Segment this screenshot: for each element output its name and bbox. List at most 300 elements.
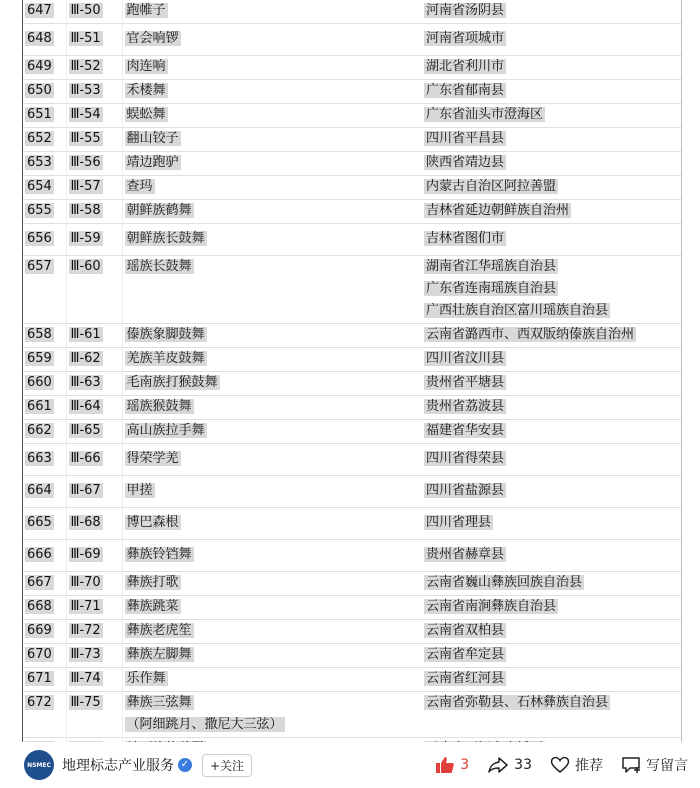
row-code-cell-text: Ⅲ-55 (70, 131, 101, 146)
row-number-cell (23, 420, 66, 444)
item-name-cell (122, 104, 422, 128)
row-code-cell-text: Ⅲ-54 (70, 107, 101, 122)
table-row (23, 56, 681, 80)
like-button[interactable] (435, 756, 469, 774)
item-name-cell-line (125, 482, 423, 500)
item-name-cell-text: 彝族铃铛舞 (126, 547, 192, 562)
item-name-cell (122, 80, 422, 104)
row-code-cell (66, 396, 122, 420)
region-cell-text: 吉林省图们市 (426, 231, 505, 246)
row-code-cell (66, 668, 122, 692)
item-name-cell-line (125, 326, 423, 344)
item-name-cell-line (125, 178, 423, 196)
region-cell-text: 广东省汕头市澄海区 (426, 107, 544, 122)
table-row (23, 620, 681, 644)
recommend-label: 推荐 (575, 758, 603, 774)
item-name-cell (122, 224, 422, 256)
row-number-cell (23, 152, 66, 176)
item-name-cell-text: 翻山铰子 (126, 131, 179, 146)
row-code-cell-text: Ⅲ-51 (70, 31, 101, 46)
row-number-cell-text: 649 (27, 59, 52, 74)
item-name-cell-line (125, 30, 423, 48)
item-name-cell-text: 彝族跳菜 (126, 599, 179, 614)
row-number-cell-text: 663 (27, 451, 52, 466)
row-number-cell-text: 672 (27, 695, 52, 710)
region-cell-line (424, 514, 681, 532)
table-row (23, 396, 681, 420)
row-number-cell-text: 648 (27, 31, 52, 46)
recommend-button[interactable] (550, 755, 603, 775)
item-name-cell-text: 瑶族猴鼓舞 (126, 399, 192, 414)
row-code-cell-text: Ⅲ-50 (70, 3, 101, 18)
account-name[interactable]: 地理标志产业服务 (62, 758, 174, 774)
heart-icon (550, 756, 570, 774)
row-number-cell-text: 658 (27, 327, 52, 342)
region-cell (422, 644, 681, 668)
row-number-cell-text: 668 (27, 599, 52, 614)
item-name-cell (122, 572, 422, 596)
item-name-cell (122, 668, 422, 692)
region-cell (422, 24, 681, 56)
row-code-cell (66, 128, 122, 152)
region-cell (422, 200, 681, 224)
row-number-cell-text: 651 (27, 107, 52, 122)
region-cell-text: 河南省项城市 (426, 31, 505, 46)
row-number-cell-text: 659 (27, 351, 52, 366)
item-name-cell-line (125, 694, 423, 712)
region-cell-line (424, 374, 681, 392)
row-code-cell (66, 104, 122, 128)
region-cell-line (424, 30, 681, 48)
row-code-cell (66, 324, 122, 348)
item-name-cell-text: 甲搓 (126, 483, 153, 498)
item-name-cell-line (125, 374, 423, 392)
region-cell-line (424, 646, 681, 664)
region-cell (422, 0, 681, 24)
region-cell-line (424, 258, 681, 276)
item-name-cell (122, 324, 422, 348)
region-cell-line (424, 280, 681, 298)
table-row (23, 444, 681, 476)
item-name-cell (122, 644, 422, 668)
region-cell-text: 云南省红河县 (426, 671, 505, 686)
like-count: 3 (460, 757, 470, 773)
item-name-cell-text: 乐作舞 (126, 671, 166, 686)
table-row (23, 372, 681, 396)
item-name-cell (122, 256, 422, 324)
row-number-cell (23, 128, 66, 152)
row-number-cell-text: 657 (27, 259, 52, 274)
row-code-cell-text: Ⅲ-58 (70, 203, 101, 218)
table-row (23, 324, 681, 348)
row-number-cell-text: 671 (27, 671, 52, 686)
row-code-cell-text: Ⅲ-72 (70, 623, 101, 638)
row-code-cell (66, 256, 122, 324)
heritage-table-container (22, 0, 682, 742)
region-cell-line (424, 82, 681, 100)
row-code-cell-text: Ⅲ-73 (70, 647, 101, 662)
row-number-cell (23, 596, 66, 620)
region-cell-line (424, 482, 681, 500)
row-number-cell-text: 662 (27, 423, 52, 438)
region-cell (422, 540, 681, 572)
item-name-cell-text: 蜈蚣舞 (126, 107, 166, 122)
region-cell (422, 420, 681, 444)
row-number-cell-text: 669 (27, 623, 52, 638)
item-name-cell-text: 得荣学羌 (126, 451, 179, 466)
row-number-cell (23, 620, 66, 644)
item-name-cell-text: 官会响锣 (126, 31, 179, 46)
comment-label: 写留言 (646, 758, 688, 774)
item-name-cell-line (125, 514, 423, 532)
table-row (23, 692, 681, 738)
item-name-cell-line (125, 398, 423, 416)
comment-icon (621, 756, 641, 774)
item-name-cell (122, 508, 422, 540)
region-cell (422, 692, 681, 738)
region-cell-line (424, 398, 681, 416)
row-number-cell (23, 644, 66, 668)
item-name-cell (122, 152, 422, 176)
item-name-cell (122, 444, 422, 476)
table-row (23, 644, 681, 668)
item-name-cell-line (125, 230, 423, 248)
region-cell-line (424, 154, 681, 172)
region-cell-text: 福建省华安县 (426, 423, 505, 438)
row-code-cell (66, 348, 122, 372)
row-code-cell-text: Ⅲ-52 (70, 59, 101, 74)
region-cell-text: 四川省盐源县 (426, 483, 505, 498)
item-name-cell (122, 200, 422, 224)
row-number-cell (23, 0, 66, 24)
region-cell-text: 河南省汤阴县 (426, 3, 505, 18)
heritage-list-table (23, 0, 681, 742)
row-number-cell-text: 660 (27, 375, 52, 390)
item-name-cell-line (125, 106, 423, 124)
table-row (23, 176, 681, 200)
row-code-cell-text: Ⅲ-57 (70, 179, 101, 194)
article-footer-bar (0, 742, 700, 788)
item-name-cell-text: 朝鲜族长鼓舞 (126, 231, 205, 246)
row-code-cell (66, 644, 122, 668)
item-name-cell (122, 372, 422, 396)
row-number-cell (23, 668, 66, 692)
share-button[interactable] (487, 756, 532, 774)
item-name-cell-text: 彝族左脚舞 (126, 647, 192, 662)
region-cell (422, 324, 681, 348)
row-number-cell (23, 104, 66, 128)
row-code-cell (66, 596, 122, 620)
region-cell (422, 508, 681, 540)
row-code-cell-text: Ⅲ-74 (70, 671, 101, 686)
row-number-cell-text: 667 (27, 575, 52, 590)
table-row (23, 152, 681, 176)
item-name-cell-text: 瑶族长鼓舞 (126, 259, 192, 274)
item-name-cell-text: 彝族打歌 (126, 575, 179, 590)
item-name-cell-text: 博巴森根 (126, 515, 179, 530)
follow-button[interactable]: +关注 (202, 754, 252, 777)
row-number-cell-text: 652 (27, 131, 52, 146)
row-number-cell-text: 670 (27, 647, 52, 662)
region-cell-line (424, 106, 681, 124)
row-code-cell-text: Ⅲ-68 (70, 515, 101, 530)
region-cell-text: 吉林省延边朝鲜族自治州 (426, 203, 570, 218)
table-row (23, 572, 681, 596)
region-cell-line (424, 326, 681, 344)
region-cell-line (424, 350, 681, 368)
row-code-cell (66, 572, 122, 596)
row-code-cell (66, 372, 122, 396)
row-code-cell-text: Ⅲ-65 (70, 423, 101, 438)
row-number-cell (23, 176, 66, 200)
region-cell (422, 476, 681, 508)
item-name-cell (122, 596, 422, 620)
item-name-cell-line (125, 82, 423, 100)
row-code-cell (66, 620, 122, 644)
row-number-cell (23, 692, 66, 738)
item-name-cell-text: 傣族象脚鼓舞 (126, 327, 205, 342)
row-code-cell (66, 176, 122, 200)
region-cell-text: 云南省双柏县 (426, 623, 505, 638)
row-number-cell-text: 666 (27, 547, 52, 562)
table-row (23, 348, 681, 372)
region-cell-text: 云南省南涧彝族自治县 (426, 599, 557, 614)
region-cell-text: 云南省牟定县 (426, 647, 505, 662)
region-cell-text: 四川省理县 (426, 515, 492, 530)
row-code-cell (66, 540, 122, 572)
item-name-cell-text: 查玛 (126, 179, 153, 194)
row-number-cell-text: 654 (27, 179, 52, 194)
row-code-cell-text: Ⅲ-71 (70, 599, 101, 614)
table-body (23, 0, 681, 742)
item-name-cell-line (125, 130, 423, 148)
region-cell (422, 572, 681, 596)
region-cell-line (424, 2, 681, 20)
item-name-cell-text: 朝鲜族鹤舞 (126, 203, 192, 218)
region-cell (422, 444, 681, 476)
table-row (23, 0, 681, 24)
row-number-cell-text: 647 (27, 3, 52, 18)
item-name-cell (122, 56, 422, 80)
item-name-cell-line (125, 58, 423, 76)
table-row (23, 24, 681, 56)
region-cell-line (424, 574, 681, 592)
row-code-cell-text: Ⅲ-64 (70, 399, 101, 414)
region-cell-line (424, 598, 681, 616)
region-cell (422, 128, 681, 152)
row-number-cell (23, 444, 66, 476)
item-name-cell (122, 348, 422, 372)
avatar[interactable]: NSMEC (24, 750, 54, 780)
row-number-cell-text: 661 (27, 399, 52, 414)
row-number-cell-text: 655 (27, 203, 52, 218)
item-name-cell-text: 肉连响 (126, 59, 166, 74)
table-row (23, 104, 681, 128)
row-code-cell (66, 56, 122, 80)
region-cell-line (424, 622, 681, 640)
row-code-cell-text: Ⅲ-66 (70, 451, 101, 466)
region-cell-line (424, 694, 681, 712)
table-row (23, 80, 681, 104)
row-number-cell-text: 653 (27, 155, 52, 170)
region-cell-line (424, 202, 681, 220)
region-cell-text: 陕西省靖边县 (426, 155, 505, 170)
row-number-cell (23, 396, 66, 420)
table-row (23, 508, 681, 540)
table-row (23, 256, 681, 324)
region-cell-line (424, 450, 681, 468)
row-code-cell-text: Ⅲ-63 (70, 375, 101, 390)
item-name-cell-line (125, 258, 423, 276)
item-name-cell-line (125, 598, 423, 616)
region-cell (422, 176, 681, 200)
row-code-cell-text: Ⅲ-67 (70, 483, 101, 498)
table-row (23, 128, 681, 152)
row-number-cell (23, 508, 66, 540)
row-code-cell (66, 80, 122, 104)
item-name-cell-text: 羌族羊皮鼓舞 (126, 351, 205, 366)
row-code-cell (66, 692, 122, 738)
region-cell-line (424, 670, 681, 688)
table-row (23, 224, 681, 256)
item-name-cell-line (125, 646, 423, 664)
item-name-cell (122, 420, 422, 444)
region-cell-text: 广西壮族自治区富川瑶族自治县 (426, 303, 609, 318)
row-number-cell (23, 56, 66, 80)
region-cell (422, 80, 681, 104)
region-cell (422, 372, 681, 396)
item-name-cell-text: 彝族三弦舞 (126, 695, 192, 710)
row-number-cell (23, 256, 66, 324)
region-cell (422, 396, 681, 420)
item-name-cell (122, 396, 422, 420)
region-cell-line (424, 302, 681, 320)
row-number-cell (23, 224, 66, 256)
region-cell-line (424, 230, 681, 248)
region-cell-text: 广东省连南瑶族自治县 (426, 281, 557, 296)
item-name-cell-text: 高山族拉手舞 (126, 423, 205, 438)
row-code-cell (66, 476, 122, 508)
item-name-cell-line (125, 450, 423, 468)
region-cell-line (424, 422, 681, 440)
region-cell (422, 224, 681, 256)
region-cell-text: 四川省得荣县 (426, 451, 505, 466)
share-count: 33 (514, 757, 532, 773)
region-cell-line (424, 178, 681, 196)
item-name-cell-line (125, 546, 423, 564)
item-name-cell (122, 176, 422, 200)
item-name-cell (122, 24, 422, 56)
row-number-cell-text: 656 (27, 231, 52, 246)
region-cell (422, 56, 681, 80)
item-name-cell-line (125, 574, 423, 592)
region-cell (422, 620, 681, 644)
region-cell-text: 云南省巍山彝族回族自治县 (426, 575, 583, 590)
item-name-cell (122, 0, 422, 24)
row-number-cell (23, 324, 66, 348)
region-cell-text: 四川省平昌县 (426, 131, 505, 146)
region-cell-text: 湖北省利川市 (426, 59, 505, 74)
region-cell (422, 104, 681, 128)
item-name-cell-text: 禾楼舞 (126, 83, 166, 98)
row-code-cell (66, 224, 122, 256)
region-cell-line (424, 58, 681, 76)
item-name-cell (122, 540, 422, 572)
region-cell (422, 668, 681, 692)
item-name-cell (122, 692, 422, 738)
row-code-cell-text: Ⅲ-60 (70, 259, 101, 274)
region-cell-text: 贵州省赫章县 (426, 547, 505, 562)
row-number-cell (23, 372, 66, 396)
row-number-cell-text: 665 (27, 515, 52, 530)
item-name-cell-line (125, 154, 423, 172)
row-number-cell (23, 348, 66, 372)
table-row (23, 596, 681, 620)
row-number-cell (23, 24, 66, 56)
row-number-cell-text: 650 (27, 83, 52, 98)
region-cell-text: 云南省潞西市、西双版纳傣族自治州 (426, 327, 635, 342)
row-code-cell (66, 0, 122, 24)
row-code-cell-text: Ⅲ-70 (70, 575, 101, 590)
item-name-cell-text: 毛南族打猴鼓舞 (126, 375, 218, 390)
item-name-cell-text: 跑帷子 (126, 3, 166, 18)
region-cell-text: 贵州省平塘县 (426, 375, 505, 390)
verified-icon: ✓ (178, 758, 192, 772)
table-row (23, 540, 681, 572)
region-cell (422, 256, 681, 324)
row-code-cell-text: Ⅲ-61 (70, 327, 101, 342)
item-name-cell-text: 靖边跑驴 (126, 155, 179, 170)
row-code-cell-text: Ⅲ-62 (70, 351, 101, 366)
share-icon (487, 756, 509, 774)
row-number-cell (23, 540, 66, 572)
row-number-cell (23, 200, 66, 224)
table-row (23, 200, 681, 224)
table-row (23, 476, 681, 508)
item-name-cell (122, 620, 422, 644)
item-name-cell-line (125, 716, 423, 734)
row-code-cell-text: Ⅲ-59 (70, 231, 101, 246)
region-cell-text: 贵州省荔波县 (426, 399, 505, 414)
item-name-cell-line (125, 2, 423, 20)
region-cell-line (424, 546, 681, 564)
item-name-cell-line (125, 622, 423, 640)
item-name-cell (122, 476, 422, 508)
region-cell-line (424, 130, 681, 148)
row-code-cell (66, 24, 122, 56)
region-cell-text: 广东省郁南县 (426, 83, 505, 98)
row-code-cell (66, 444, 122, 476)
table-row (23, 420, 681, 444)
item-name-cell-line (125, 202, 423, 220)
item-name-cell-text: （阿细跳月、撒尼大三弦） (126, 717, 283, 732)
item-name-cell-line (125, 670, 423, 688)
item-name-cell-line (125, 350, 423, 368)
row-code-cell-text: Ⅲ-75 (70, 695, 101, 710)
comment-button[interactable] (621, 755, 688, 775)
thumbs-up-icon (435, 756, 455, 774)
item-name-cell-text: 彝族老虎笙 (126, 623, 192, 638)
table-row (23, 668, 681, 692)
item-name-cell-line (125, 422, 423, 440)
row-code-cell-text: Ⅲ-53 (70, 83, 101, 98)
row-code-cell-text: Ⅲ-56 (70, 155, 101, 170)
region-cell-text: 云南省弥勒县、石林彝族自治县 (426, 695, 609, 710)
item-name-cell (122, 128, 422, 152)
row-code-cell (66, 508, 122, 540)
row-code-cell-text: Ⅲ-69 (70, 547, 101, 562)
region-cell (422, 152, 681, 176)
